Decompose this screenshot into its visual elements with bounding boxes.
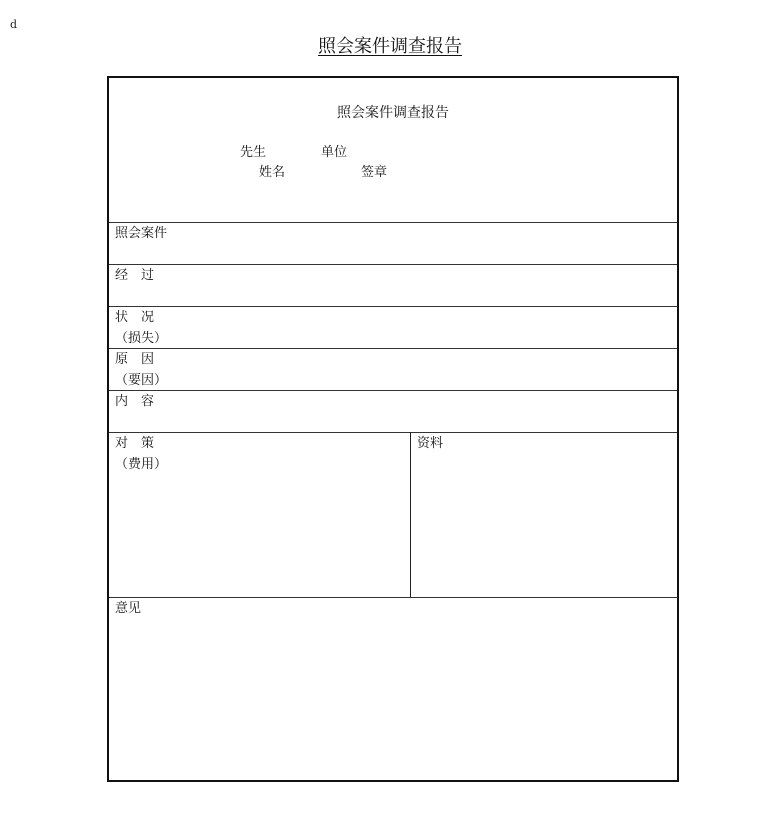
divider: [109, 306, 677, 307]
name-label: 姓名: [259, 165, 286, 180]
measures-sublabel: （费用）: [115, 457, 168, 472]
row-label-cause: 原 因: [115, 352, 155, 367]
measures-label: 对 策: [115, 436, 155, 451]
column-divider: [410, 432, 411, 597]
document-title-text: 照会案件调查报告: [318, 36, 462, 57]
document-title: [0, 32, 780, 58]
form-header-title: 照会案件调查报告: [337, 105, 449, 121]
unit-label: 单位: [321, 145, 348, 160]
report-form: [107, 76, 679, 782]
divider: [109, 264, 677, 265]
divider: [109, 390, 677, 391]
row-sublabel-loss: （损失）: [115, 331, 168, 346]
divider: [109, 432, 677, 433]
seal-label: 签章: [361, 165, 388, 180]
row-label-process: 经 过: [115, 268, 155, 283]
materials-label: 资料: [417, 436, 444, 451]
mr-label: 先生: [240, 145, 267, 160]
row-label-case: 照会案件: [115, 226, 168, 241]
divider: [109, 222, 677, 223]
opinion-label: 意见: [115, 601, 142, 616]
divider: [109, 597, 677, 598]
corner-mark: d: [10, 18, 18, 31]
row-label-status: 状 况: [115, 310, 155, 325]
divider: [109, 348, 677, 349]
row-label-content: 内 容: [115, 394, 155, 409]
row-sublabel-factor: （要因）: [115, 373, 168, 388]
